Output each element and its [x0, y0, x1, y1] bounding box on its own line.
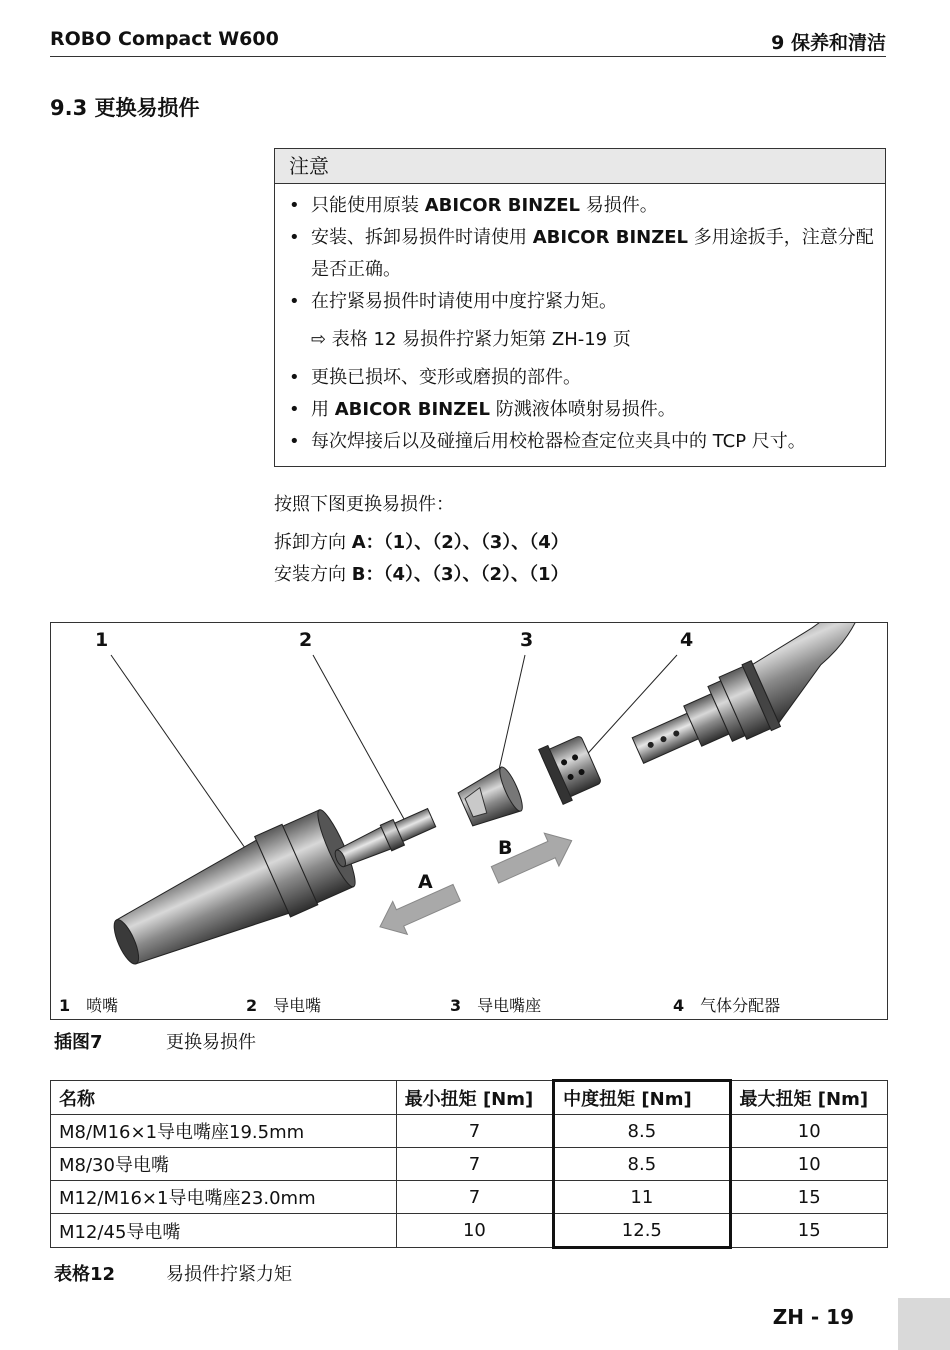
arrow-a-label: A	[418, 871, 433, 893]
table-row: M12/45导电嘴 10 12.5 15	[51, 1214, 888, 1248]
chapter-title: 9 保养和清洁	[771, 32, 886, 54]
notice-item: • 安装、拆卸易损件时请使用 ABICOR BINZEL 多用途扳手，注意分配是否正确。	[287, 222, 875, 286]
torch-parts-illustration	[51, 623, 887, 1019]
callout-4: 4	[680, 629, 694, 651]
callout-1: 1	[95, 629, 109, 651]
bullet-icon: •	[289, 227, 300, 248]
callout-3: 3	[520, 629, 534, 651]
column-header: 名称	[51, 1081, 397, 1115]
leader-line-3	[496, 655, 525, 783]
header-divider	[50, 56, 886, 57]
notice-box	[274, 148, 886, 467]
column-header: 最小扭矩 [Nm]	[396, 1081, 553, 1115]
bullet-icon: •	[289, 431, 300, 452]
leader-line-2	[313, 655, 409, 828]
gas-diffuser-part	[539, 732, 604, 805]
section-heading: 9.3 更换易损件	[50, 96, 200, 120]
cross-reference-link[interactable]: ⇨ 表格 12 易损件拧紧力矩第 ZH-19 页	[311, 329, 631, 350]
figure-caption: 插图7 更换易损件	[54, 1032, 256, 1053]
table-caption: 表格12 易损件拧紧力矩	[54, 1264, 292, 1285]
instruction-intro: 按照下图更换易损件：	[274, 494, 454, 515]
legend-item-tip-holder: 3 导电嘴座	[450, 996, 542, 1015]
notice-heading: 注意	[275, 149, 885, 184]
torque-table	[50, 1079, 888, 1249]
bullet-icon: •	[289, 399, 300, 420]
notice-item: • 更换已损坏、变形或磨损的部件。	[287, 362, 875, 394]
notice-item: • 用 ABICOR BINZEL 防溅液体喷射易损件。	[287, 394, 875, 426]
notice-item: • 每次焊接后以及碰撞后用校枪器检查定位夹具中的 TCP 尺寸。	[287, 426, 875, 458]
legend-item-gas-diffuser: 4 气体分配器	[673, 996, 781, 1015]
leader-line-1	[111, 655, 261, 871]
bullet-icon: •	[289, 195, 300, 216]
notice-body	[275, 184, 885, 466]
table-row: M8/M16×1导电嘴座19.5mm 7 8.5 10	[51, 1115, 888, 1148]
contact-tip-part	[331, 805, 437, 873]
column-header: 最大扭矩 [Nm]	[730, 1081, 887, 1115]
torch-neck-part	[609, 623, 887, 783]
notice-item: • 只能使用原装 ABICOR BINZEL 易损件。	[287, 190, 875, 222]
nozzle-part	[101, 805, 362, 985]
legend-item-contact-tip: 2 导电嘴	[246, 996, 322, 1015]
tip-holder-part	[456, 765, 527, 832]
legend-item-nozzle: 1 喷嘴	[59, 996, 119, 1015]
document-title: ROBO Compact W600	[50, 28, 279, 50]
notice-item: • 在拧紧易损件时请使用中度拧紧力矩。	[287, 286, 875, 318]
install-direction: 安装方向 B：（4）、（3）、（2）、（1）	[274, 564, 569, 585]
callout-2: 2	[299, 629, 313, 651]
arrow-b-label: B	[498, 837, 513, 859]
page-edge-tab	[898, 1298, 950, 1350]
exploded-view-figure	[50, 622, 888, 1020]
page-number: ZH - 19	[772, 1305, 854, 1329]
remove-direction: 拆卸方向 A：（1）、（2）、（3）、（4）	[274, 532, 569, 553]
bullet-icon: •	[289, 291, 300, 312]
column-header: 中度扭矩 [Nm]	[554, 1081, 730, 1115]
bullet-icon: •	[289, 367, 300, 388]
table-header-row	[51, 1081, 888, 1115]
table-row: M12/M16×1导电嘴座23.0mm 7 11 15	[51, 1181, 888, 1214]
table-row: M8/30导电嘴 7 8.5 10	[51, 1148, 888, 1181]
